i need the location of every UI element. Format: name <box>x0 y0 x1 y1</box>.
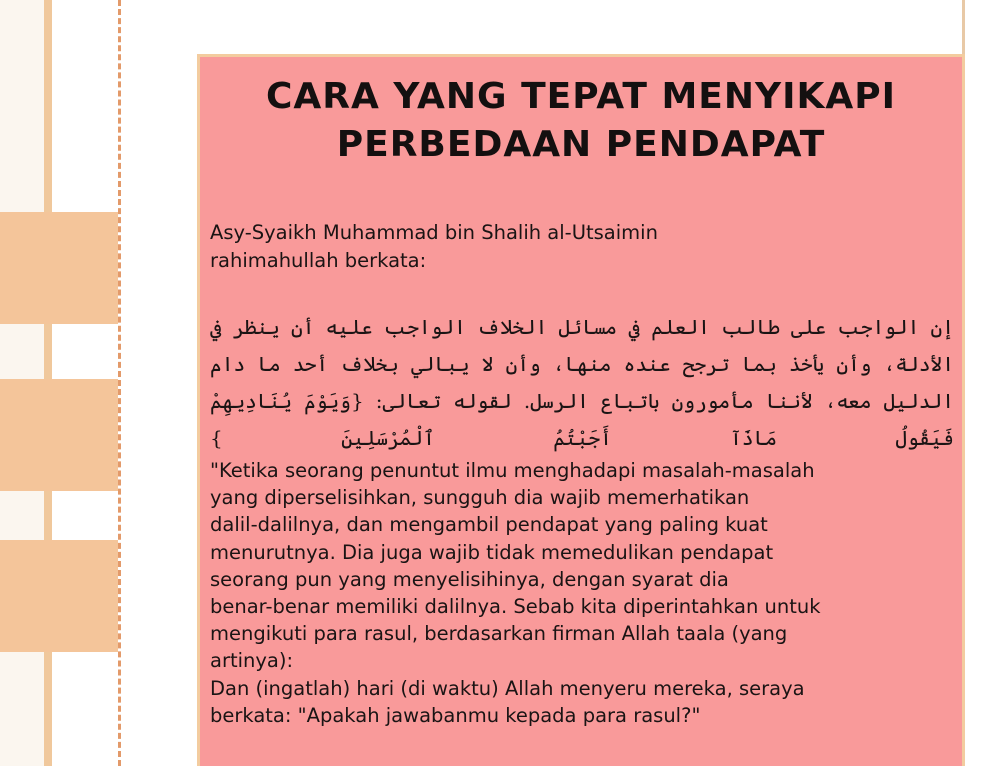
arabic-quote: إن الواجب على طالب العلم في مسائل الخلاف الواجب عليه أن ينظر في الأدلة، وأن يأخذ بما ترجح عنده منها، وأن لا يبالي بخلاف أحد ما دام الدليل معه، لأننا مأمورون باتباع الرسل. لقوله تعالى: {وَيَوْمَ يُنَادِيهِمْ فَيَقُولُ مَاذَآ أَجَبْتُمُ ٱلْمُرْسَلِينَ } <box>210 315 954 450</box>
author-line-1: Asy-Syaikh Muhammad bin Shalih al-Utsaimin <box>210 221 658 244</box>
side-tab-2 <box>0 379 118 491</box>
title-line-1: CARA YANG TEPAT MENYIKAPI <box>265 76 897 117</box>
author-attribution <box>210 219 950 275</box>
page-title <box>200 73 962 169</box>
right-edge-rule <box>962 0 965 60</box>
side-tab-3 <box>0 540 118 652</box>
translation-quote: "Ketika seorang penuntut ilmu menghadapi masalah-masalah yang diperselisihkan, sungguh dia wajib memerhatikan dalil-dalilnya, dan mengambil pendapat yang paling kuat menurutnya. Dia juga wajib tidak memedulikan pendapat seorang pun yang menyelisihinya, dengan syarat dia benar-benar memiliki dalilnya. Sebab kita diperintahkan untuk mengikuti para rasul, berdasarkan firman Allah taala (yang artinya): Dan (ingatlah) hari (di waktu) Allah menyeru mereka, seraya berkata: "Apakah jawabanmu kepada para rasul?" <box>210 459 821 727</box>
author-line-2: rahimahullah berkata: <box>210 249 427 272</box>
dashed-divider <box>118 0 121 766</box>
side-tab-1 <box>0 212 118 324</box>
title-line-2: PERBEDAAN PENDAPAT <box>336 124 826 165</box>
quote-card <box>197 54 965 766</box>
